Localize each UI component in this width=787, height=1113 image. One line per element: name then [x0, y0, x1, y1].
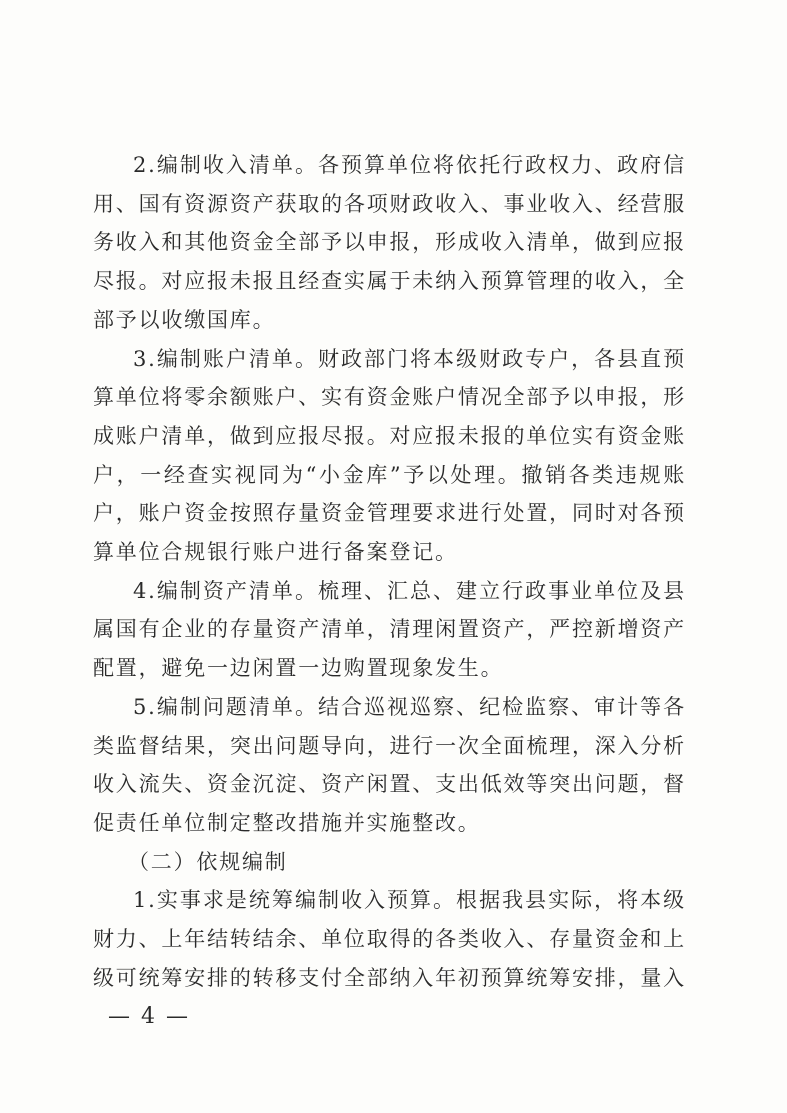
text-line: 用、国有资源资产获取的各项财政收入、事业收入、经营服: [93, 191, 686, 216]
text-line: 配置，避免一边闲置一边购置现象发生。: [93, 656, 504, 681]
text-line: 成账户清单，做到应报尽报。对应报未报的单位实有资金账: [93, 423, 686, 448]
text-line: 5.编制问题清单。结合巡视巡察、纪检监察、审计等各: [133, 694, 686, 719]
text-line: 级可统筹安排的转移支付全部纳入年初预算统筹安排，量入: [93, 965, 686, 990]
text-line: 算单位将零余额账户、实有资金账户情况全部予以申报，形: [93, 385, 686, 410]
text-line: 户，一经查实视同为“小金库”予以处理。撤销各类违规账: [93, 462, 686, 487]
text-line: 户，账户资金按照存量资金管理要求进行处置，同时对各预: [93, 501, 686, 526]
text-line: 部予以收缴国库。: [93, 307, 276, 332]
page-number: — 4 —: [108, 1004, 190, 1029]
section-heading: （二）依规编制: [128, 849, 288, 874]
text-line: 收入流失、资金沉淀、资产闲置、支出低效等突出问题，督: [93, 772, 686, 797]
text-line: 算单位合规银行账户进行备案登记。: [93, 540, 458, 564]
text-line: 促责任单位制定整改措施并实施整改。: [93, 810, 481, 835]
text-line: 类监督结果，突出问题导向，进行一次全面梳理，深入分析: [93, 733, 686, 758]
text-line: 务收入和其他资金全部予以申报，形成收入清单，做到应报: [93, 230, 686, 255]
text-line: 尽报。对应报未报且经查实属于未纳入预算管理的收入，全: [93, 269, 686, 294]
text-line: 2.编制收入清单。各预算单位将依托行政权力、政府信: [133, 153, 686, 177]
text-line: 属国有企业的存量资产清单，清理闲置资产，严控新增资产: [93, 617, 686, 642]
text-line: 财力、上年结转结余、单位取得的各类收入、存量资金和上: [93, 927, 686, 951]
text-line: 3.编制账户清单。财政部门将本级财政专户，各县直预: [133, 346, 686, 371]
text-line: 1.实事求是统筹编制收入预算。根据我县实际，将本级: [133, 888, 686, 913]
text-line: 4.编制资产清单。梳理、汇总、建立行政事业单位及县: [133, 578, 686, 603]
